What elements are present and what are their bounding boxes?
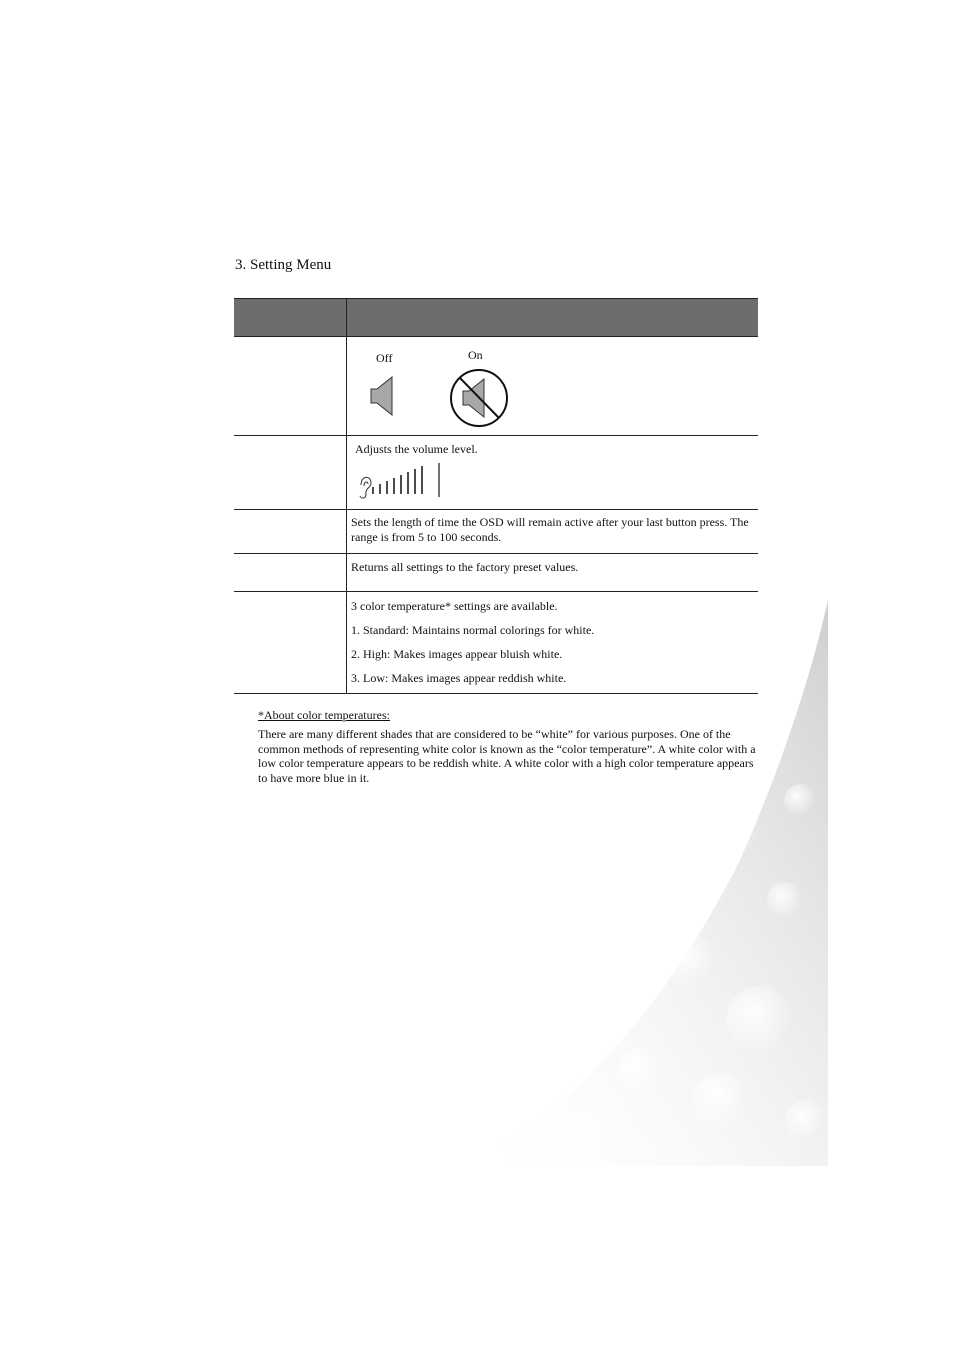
volume-cell: [347, 436, 759, 510]
table-header-row: [234, 299, 758, 337]
row-label-cell: [234, 337, 347, 436]
speaker-muted-icon: [448, 369, 510, 427]
table-row-volume: [234, 436, 758, 510]
color-temperature-option: 3. Low: Makes images appear reddish white.: [351, 671, 567, 685]
volume-bars-icon: [357, 463, 447, 503]
ear-icon: [360, 477, 371, 498]
table-row-color-temperature: [234, 592, 758, 694]
row-label-cell: [234, 554, 347, 592]
note-title: *About color temperatures:: [258, 708, 390, 722]
settings-table: [234, 298, 758, 694]
table-row-osd-time: [234, 510, 758, 554]
color-temperature-note: [258, 708, 758, 785]
osd-time-description: Sets the length of time the OSD will remain active after your last button press. The range is from 5 to 100 seconds.: [351, 515, 749, 544]
row-label-cell: [234, 436, 347, 510]
color-temperature-intro: 3 color temperature* settings are available.: [351, 599, 558, 613]
color-temperature-option: 1. Standard: Maintains normal colorings for white.: [351, 623, 595, 637]
table-row-mute: [234, 337, 758, 436]
mute-on-label: On: [468, 348, 483, 362]
reset-description: Returns all settings to the factory preset values.: [351, 560, 579, 574]
row-label-cell: [234, 510, 347, 554]
table-row-reset: [234, 554, 758, 592]
section-title: 3. Setting Menu: [235, 257, 332, 273]
color-temperature-cell: [347, 592, 759, 694]
osd-time-cell: [347, 510, 759, 554]
row-label-cell: [234, 592, 347, 694]
volume-description: Adjusts the volume level.: [355, 442, 478, 456]
header-cell-function: [347, 299, 759, 337]
color-temperature-option: 2. High: Makes images appear bluish white.: [351, 647, 563, 661]
mute-cell: [347, 337, 759, 436]
header-cell-item: [234, 299, 347, 337]
speaker-icon: [367, 375, 397, 417]
note-body: There are many different shades that are considered to be “white” for various purposes. One of the common methods of representing white color is known as the “color temperature”. A white color with a low color temperature appears to be reddish white. A white color with a high color temperature appears to have more blue in it.: [258, 727, 756, 785]
reset-cell: [347, 554, 759, 592]
mute-off-label: Off: [376, 351, 393, 365]
